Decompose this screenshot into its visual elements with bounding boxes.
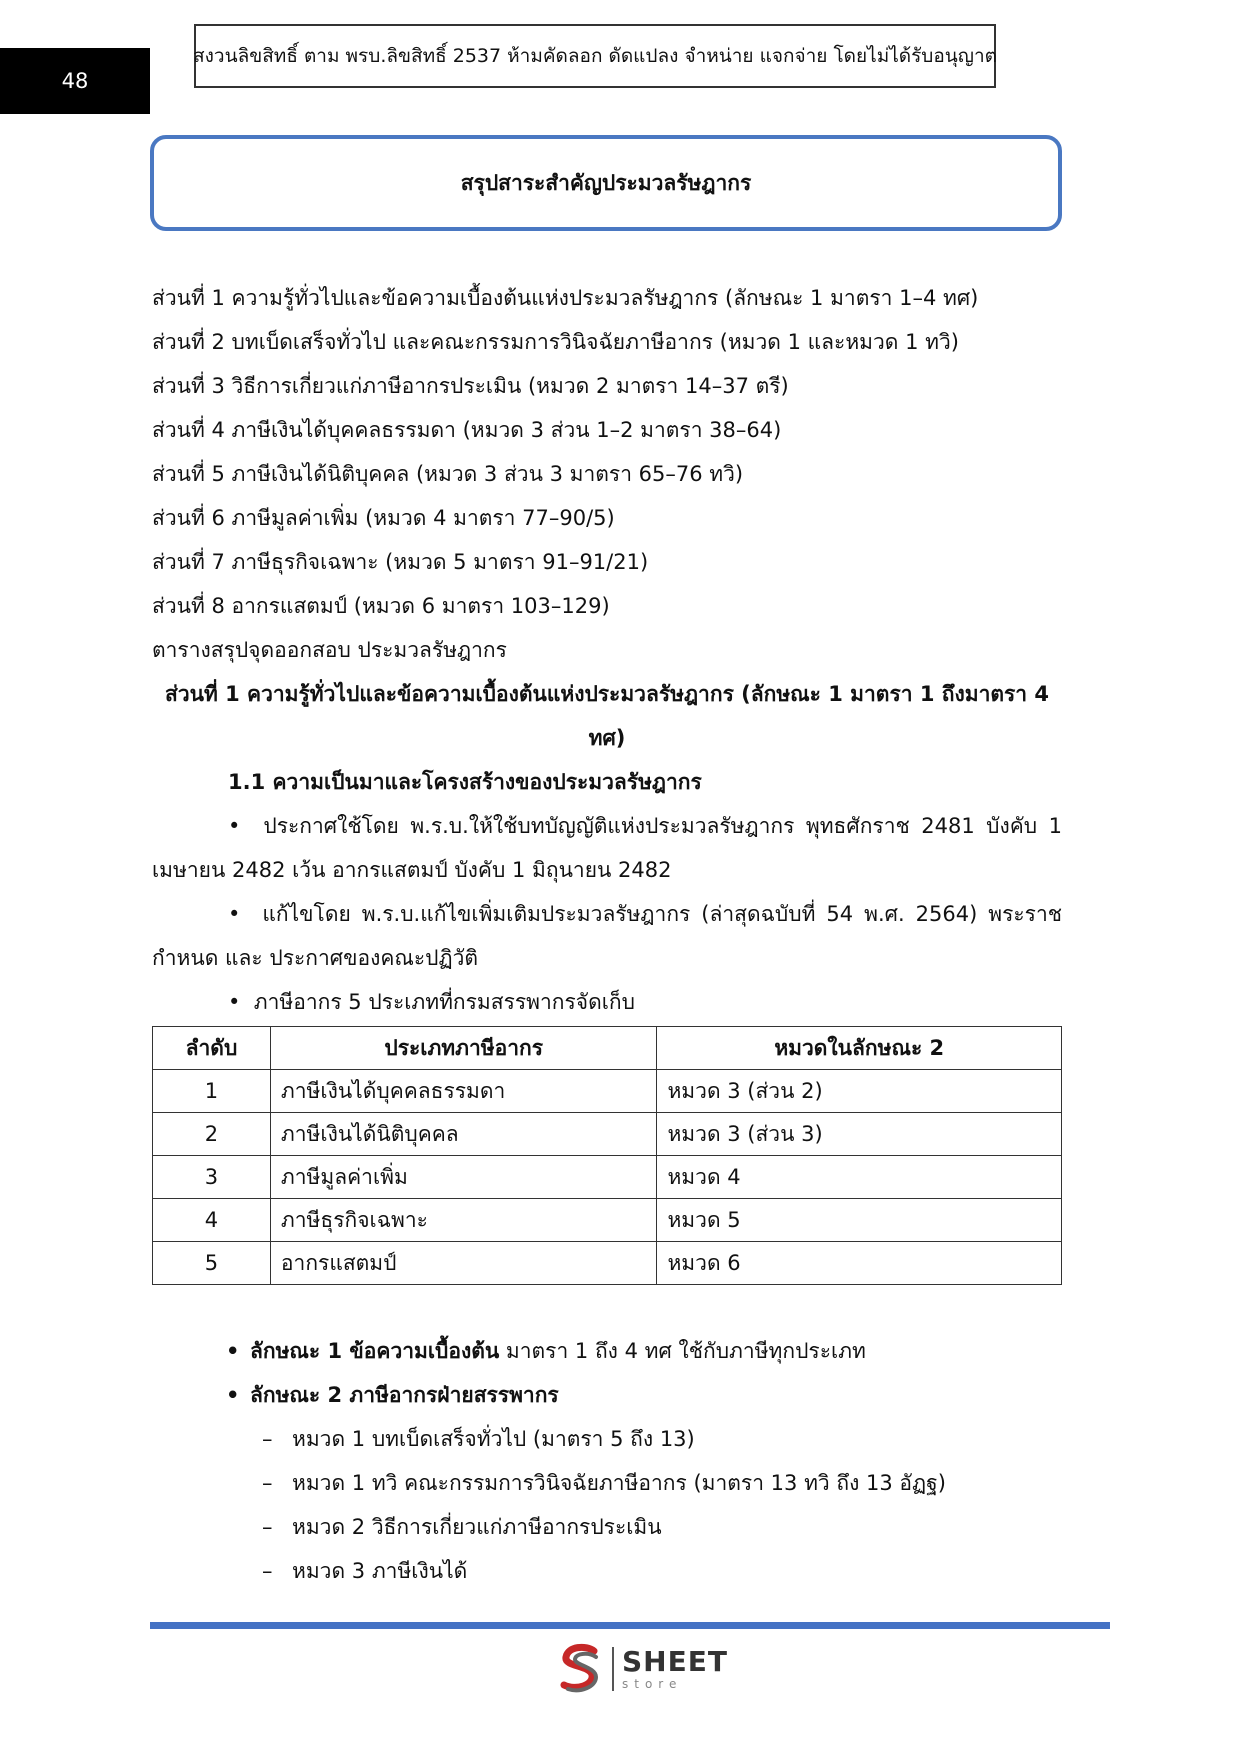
- bullet-text: ภาษีอากร 5 ประเภทที่กรมสรรพากรจัดเก็บ: [253, 990, 635, 1014]
- bullet-icon: •: [228, 814, 241, 838]
- chapter-item: [152, 1461, 1062, 1505]
- bullet-paragraph: [152, 980, 1062, 1024]
- table-cell: 2: [153, 1113, 271, 1156]
- bullet-paragraph: [152, 892, 1062, 980]
- chapter-text: หมวด 1 บทเบ็ดเสร็จทั่วไป (มาตรา 5 ถึง 13): [292, 1427, 695, 1451]
- table-cell: 3: [153, 1156, 271, 1199]
- table-of-contents: [152, 276, 1062, 672]
- table-cell: ภาษีธุรกิจเฉพาะ: [270, 1199, 657, 1242]
- table-cell: หมวด 6: [657, 1242, 1062, 1285]
- table-cell: ภาษีมูลค่าเพิ่ม: [270, 1156, 657, 1199]
- table-row: [153, 1199, 1062, 1242]
- tax-types-table: [152, 1026, 1062, 1285]
- column-header: ประเภทภาษีอากร: [270, 1027, 657, 1070]
- table-cell: 5: [153, 1242, 271, 1285]
- chapter-item: [152, 1549, 1062, 1593]
- bullet-text: แก้ไขโดย พ.ร.บ.แก้ไขเพิ่มเติมประมวลรัษฎากร (ล่าสุดฉบับที่ 54 พ.ศ. 2564) พระราชกำหนด และ ประกาศของคณะปฏิวัติ: [152, 902, 1062, 970]
- dash-icon: –: [262, 1427, 273, 1451]
- table-cell: ภาษีเงินได้บุคคลธรรมดา: [270, 1070, 657, 1113]
- table-cell: หมวด 4: [657, 1156, 1062, 1199]
- toc-item: ส่วนที่ 1 ความรู้ทั่วไปและข้อความเบื้องต้นแห่งประมวลรัษฎากร (ลักษณะ 1 มาตรา 1–4 ทศ): [152, 286, 979, 310]
- section-heading: ส่วนที่ 1 ความรู้ทั่วไปและข้อความเบื้องต้นแห่งประมวลรัษฎากร (ลักษณะ 1 มาตรา 1 ถึงมาตรา 4: [165, 682, 1049, 706]
- toc-item: ส่วนที่ 7 ภาษีธุรกิจเฉพาะ (หมวด 5 มาตรา 91–91/21): [152, 550, 649, 574]
- characteristic-title: ลักษณะ 1 ข้อความเบื้องต้น: [250, 1339, 500, 1363]
- table-cell: 1: [153, 1070, 271, 1113]
- table-row: [153, 1156, 1062, 1199]
- chapter-text: หมวด 2 วิธีการเกี่ยวแก่ภาษีอากรประเมิน: [292, 1515, 662, 1539]
- column-header: ลำดับ: [153, 1027, 271, 1070]
- bullet-paragraph: [152, 804, 1062, 892]
- column-header: หมวดในลักษณะ 2: [657, 1027, 1062, 1070]
- page-title: สรุปสาระสำคัญประมวลรัษฎากร: [150, 135, 1062, 231]
- bullet-icon: •: [228, 902, 241, 926]
- chapter-item: [152, 1417, 1062, 1461]
- logo-text: [622, 1645, 728, 1691]
- table-row: [153, 1070, 1062, 1113]
- page-number: 48: [0, 48, 150, 114]
- dash-icon: –: [262, 1471, 273, 1495]
- toc-item: ส่วนที่ 6 ภาษีมูลค่าเพิ่ม (หมวด 4 มาตรา 77–90/5): [152, 506, 615, 530]
- table-cell: ภาษีเงินได้นิติบุคคล: [270, 1113, 657, 1156]
- bullet-text: ประกาศใช้โดย พ.ร.บ.ให้ใช้บทบัญญัติแห่งประมวลรัษฎากร พุทธศักราช 2481 บังคับ 1 เมษายน 2482 เว้น อากรแสตมป์ บังคับ 1 มิถุนายน 2482: [152, 814, 1062, 882]
- table-cell: 4: [153, 1199, 271, 1242]
- table-cell: หมวด 3 (ส่วน 3): [657, 1113, 1062, 1156]
- bullet-icon: •: [226, 1339, 240, 1363]
- table-cell: หมวด 3 (ส่วน 2): [657, 1070, 1062, 1113]
- footer-rule: [150, 1622, 1110, 1629]
- toc-item: ส่วนที่ 8 อากรแสตมป์ (หมวด 6 มาตรา 103–129): [152, 594, 610, 618]
- subsection-heading: 1.1 ความเป็นมาและโครงสร้างของประมวลรัษฎากร: [228, 770, 702, 794]
- section-heading-continued: ทศ): [588, 726, 626, 750]
- bullet-icon: •: [228, 990, 241, 1014]
- dash-icon: –: [262, 1515, 273, 1539]
- bullet-icon: •: [226, 1383, 240, 1407]
- table-cell: อากรแสตมป์: [270, 1242, 657, 1285]
- toc-item: ส่วนที่ 3 วิธีการเกี่ยวแก่ภาษีอากรประเมิน (หมวด 2 มาตรา 14–37 ตรี): [152, 374, 789, 398]
- logo-separator: [612, 1647, 614, 1691]
- toc-item: ตารางสรุปจุดออกสอบ ประมวลรัษฎากร: [152, 638, 507, 662]
- toc-item: ส่วนที่ 5 ภาษีเงินได้นิติบุคคล (หมวด 3 ส่วน 3 มาตรา 65–76 ทวิ): [152, 462, 744, 486]
- chapter-text: หมวด 3 ภาษีเงินได้: [292, 1559, 468, 1583]
- spacer: [152, 1285, 1062, 1329]
- characteristic-title: ลักษณะ 2 ภาษีอากรฝ่ายสรรพากร: [250, 1383, 559, 1407]
- logo-s-icon: [556, 1643, 604, 1695]
- characteristic-desc: มาตรา 1 ถึง 4 ทศ ใช้กับภาษีทุกประเภท: [499, 1339, 866, 1363]
- characteristic-1: [152, 1329, 1062, 1373]
- table-cell: หมวด 5: [657, 1199, 1062, 1242]
- document-body: [152, 276, 1062, 1593]
- sheet-store-logo: [556, 1640, 736, 1698]
- table-header-row: [153, 1027, 1062, 1070]
- table-row: [153, 1242, 1062, 1285]
- table-row: [153, 1113, 1062, 1156]
- dash-icon: –: [262, 1559, 273, 1583]
- chapter-item: [152, 1505, 1062, 1549]
- toc-item: ส่วนที่ 2 บทเบ็ดเสร็จทั่วไป และคณะกรรมการวินิจฉัยภาษีอากร (หมวด 1 และหมวด 1 ทวิ): [152, 330, 959, 354]
- chapter-text: หมวด 1 ทวิ คณะกรรมการวินิจฉัยภาษีอากร (มาตรา 13 ทวิ ถึง 13 อัฏฐ): [292, 1471, 946, 1495]
- toc-item: ส่วนที่ 4 ภาษีเงินได้บุคคลธรรมดา (หมวด 3 ส่วน 1–2 มาตรา 38–64): [152, 418, 782, 442]
- logo-subword: store: [622, 1677, 683, 1691]
- characteristic-2: [152, 1373, 1062, 1417]
- copyright-notice: สงวนลิขสิทธิ์ ตาม พรบ.ลิขสิทธิ์ 2537 ห้ามคัดลอก ดัดแปลง จำหน่าย แจกจ่าย โดยไม่ได้รับอนุญาต: [194, 24, 996, 88]
- logo-word: SHEET: [622, 1645, 728, 1678]
